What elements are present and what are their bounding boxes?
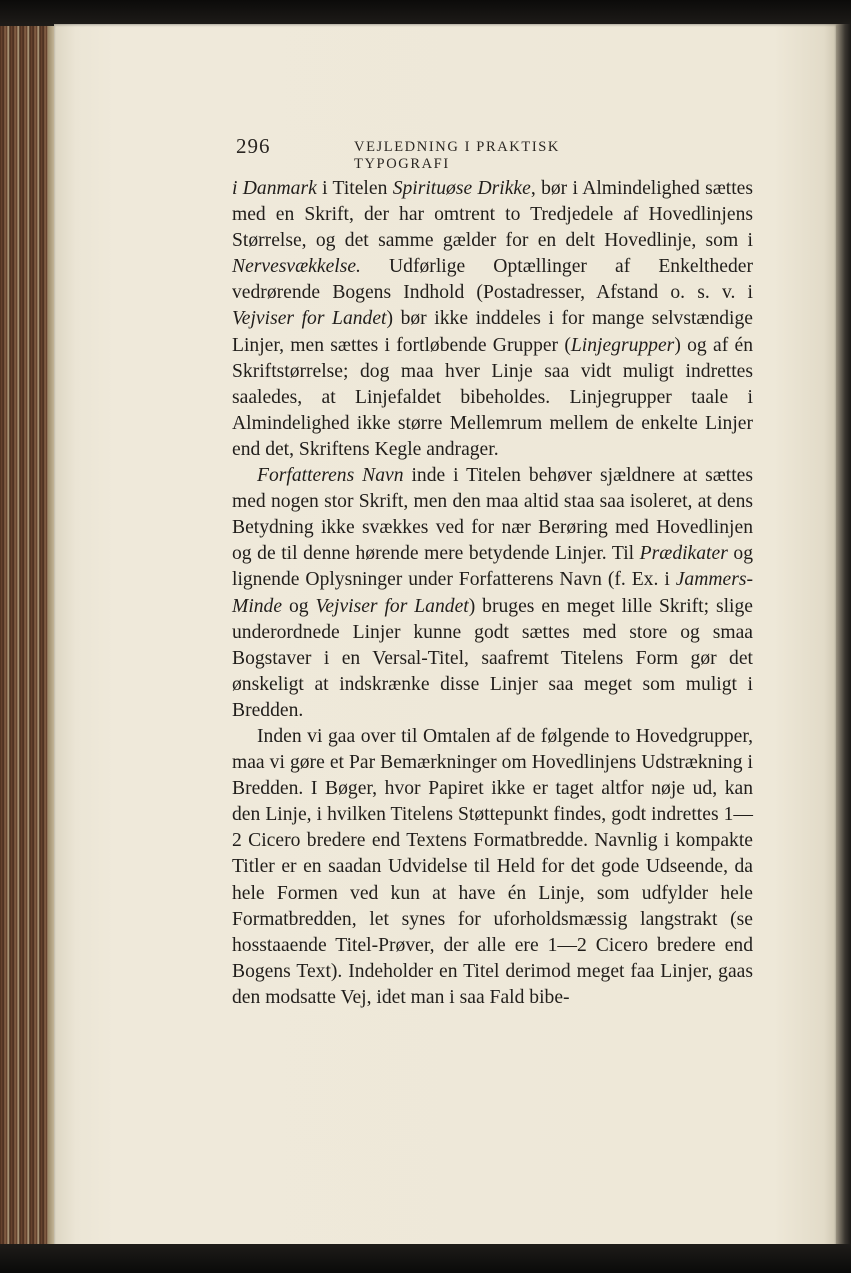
italic-run: Vejviser for Landet (315, 595, 469, 617)
italic-run: Spirituøse Drikke (392, 178, 531, 199)
running-head (236, 134, 638, 172)
italic-run: Vejviser for Landet (232, 308, 387, 330)
italic-run: i Danmark (232, 178, 317, 199)
italic-run: Jammers-Minde (232, 569, 753, 617)
paragraph (232, 463, 753, 724)
top-shadow (0, 0, 851, 26)
page-number: 296 (236, 134, 271, 158)
body-text (232, 176, 753, 1011)
text-run: og (282, 595, 316, 617)
text-run: inde i Titelen behøver sjældnere at sættes med nogen stor Skrift, men den maa altid staa saa isoleret, at dens Betydning ikke svækkes ved for nær Berøring med Hovedlinjen og de til denne hørende mere betydende Linjer. Til (232, 465, 753, 565)
italic-run: Linjegrupper (570, 334, 675, 356)
page-right-edge (836, 24, 851, 1246)
italic-run: Prædikater (639, 543, 728, 565)
text-run: ) bruges en meget lille Skrift; slige underordnede Linjer kunne godt sættes med store og smaa Bogstaver i en Versal-Titel, saafremt Titelens Form gør det ønskeligt at indskrænke disse Linjer saa meget som muligt i Bredden. (232, 595, 753, 721)
paragraph (232, 176, 753, 463)
text-run: i Titelen (316, 178, 393, 199)
text-run: Udførlige Optællinger af Enkeltheder vedrørende Bogens Indhold (Postadresser, Afstand o. s. v. i (232, 256, 753, 304)
bottom-shadow (0, 1244, 851, 1273)
text-run: ) bør ikke inddeles i for mange selvstændige Linjer, men sættes i fortløbende Grupper ( (232, 308, 753, 356)
text-run: , bør i Almindelighed sættes med en Skrift, der har omtrent to Tredjedele af Hovedlinjens Størrelse, og det samme gælder for en delt Hovedlinje, som i (232, 178, 753, 252)
italic-run: Nervesvækkelse. (232, 256, 361, 278)
paragraph (232, 724, 753, 1011)
text-run: Inden vi gaa over til Omtalen af de følgende to Hovedgrupper, maa vi gøre et Par Bemærkninger om Hovedlinjens Udstrækning i Bredden. I Bøger, hvor Papiret ikke er taget altfor nøje ud, kan den Linje, i hvilken Titelens Støttepunkt findes, godt indrettes 1—2 Cicero bredere end Textens Formatbredde. Navnlig i kompakte Titler er en saadan Udvidelse til Held for det gode Udseende, da hele Formen ved kun at have én Linje, som udfylder hele Formatbredden, let synes for uforholdsmæssig langstrakt (se hosstaaende Titel-Prøver, der alle ere 1—2 Cicero bredere end Bogens Text). Indeholder en Titel derimod meget faa Linjer, gaas den modsatte Vej, idet man i saa Fald bibe- (232, 725, 753, 1008)
book-edge (0, 26, 56, 1246)
text-run: ) og af én Skriftstørrelse; dog maa hver Linje saa vidt muligt indrettes saaledes, at Linjefaldet bibeholdes. Linjegrupper taale i Almindelighed ikke større Mellemrum mellem de enkelte Linjer end det, Skriftens Kegle andrager. (232, 334, 753, 460)
text-run: og lignende Oplysninger under Forfatterens Navn (f. Ex. i (232, 543, 753, 591)
italic-run: Forfatterens Navn (257, 465, 404, 487)
running-head-title: VEJLEDNING I PRAKTISK TYPOGRAFI (354, 139, 560, 172)
